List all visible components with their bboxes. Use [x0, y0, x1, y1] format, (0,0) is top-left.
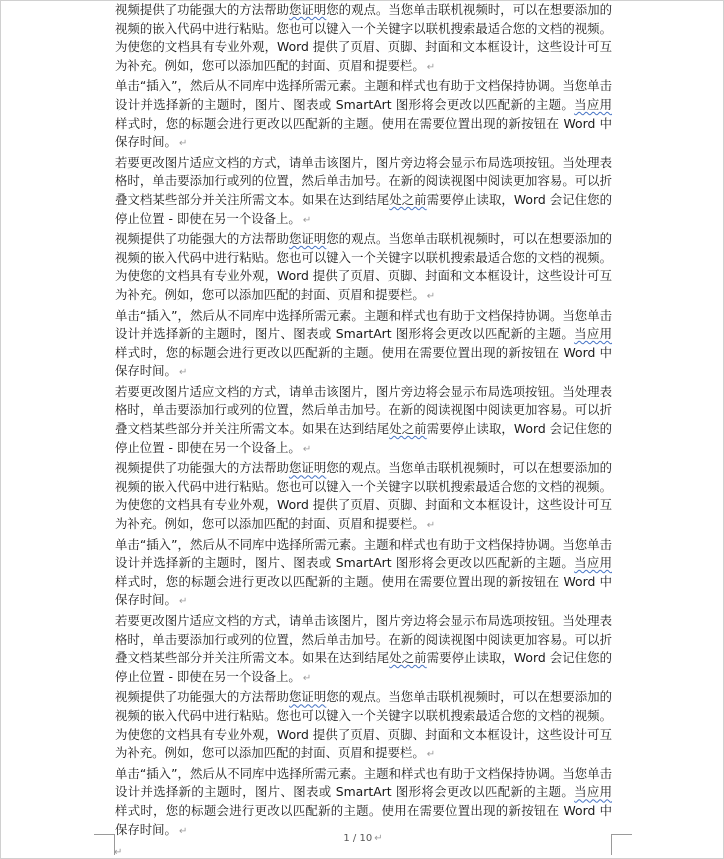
spellcheck-flagged-text: 您证明 [288, 460, 327, 476]
paragraph-text: 视频提供了功能强大的方法帮助 [115, 231, 289, 247]
body-paragraph [115, 688, 612, 764]
body-paragraph [115, 383, 612, 459]
paragraph-mark-icon: ↵ [374, 833, 383, 844]
paragraph-text: 您的观点。当您单击联机视频时，可以在想要添加的视频的嵌入代码中进行粘贴。您也可以键入一个关键字以联机搜索最适合您的文档的视频。为使您的文档具有专业外观，Word 提供了页眉、页脚、封面和文本框设计，这些设计可互为补充。例如，您可以添加匹配的封面、页眉和提要栏。 [115, 460, 613, 532]
paragraph-mark-icon: ↵ [426, 749, 436, 761]
paragraph-mark-icon: ↵ [178, 138, 188, 150]
paragraph-text: 视频提供了功能强大的方法帮助 [115, 460, 289, 476]
paragraph-mark-icon: ↵ [302, 672, 312, 684]
spellcheck-flagged-text: 当应用 [574, 326, 612, 342]
paragraph-text: 视频提供了功能强大的方法帮助 [115, 689, 289, 705]
body-paragraph [115, 1, 612, 77]
paragraph-text: 样式时，您的标题会进行更改以匹配新的主题。使用在需要位置出现的新按钮在 Word 中保存时间。 [115, 573, 612, 608]
paragraph-text: 您的观点。当您单击联机视频时，可以在想要添加的视频的嵌入代码中进行粘贴。您也可以键入一个关键字以联机搜索最适合您的文档的视频。为使您的文档具有专业外观，Word 提供了页眉、页脚、封面和文本框设计，这些设计可互为补充。例如，您可以添加匹配的封面、页眉和提要栏。 [115, 689, 613, 761]
paragraph-text: 需要停止读取，Word 会记住您的停止位置 - 即使在另一个设备上。 [115, 421, 613, 455]
body-paragraph [115, 612, 612, 688]
paragraph-text: 样式时，您的标题会进行更改以匹配新的主题。使用在需要位置出现的新按钮在 Word 中保存时间。 [115, 802, 612, 837]
paragraph-text: 若要更改图片适应文档的方式，请单击该图片，图片旁边将会显示布局选项按钮。当处理表格时，单击要添加行或列的位置，然后单击加号。在新的阅读视图中阅读更加容易。可以折叠文档某些部分并关注所需文本。如果在达到结尾 [115, 383, 612, 437]
document-body[interactable] [115, 1, 612, 841]
paragraph-mark-icon: ↵ [426, 520, 436, 532]
paragraph-text: 若要更改图片适应文档的方式，请单击该图片，图片旁边将会显示布局选项按钮。当处理表格时，单击要添加行或列的位置，然后单击加号。在新的阅读视图中阅读更加容易。可以折叠文档某些部分并关注所需文本。如果在达到结尾 [115, 613, 612, 666]
paragraph-mark-icon: ↵ [426, 61, 436, 73]
page-number: 1 / 10 ↵ [343, 833, 383, 844]
paragraph-text: 单击“插入”，然后从不同库中选择所需元素。主题和样式也有助于文档保持协调。当您单击设计并选择新的主题时，图片、图表或 SmartArt 图形将会更改以匹配新的主题。 [115, 536, 612, 571]
paragraph-mark-icon: ↵ [178, 825, 188, 837]
paragraph-text: 单击“插入”，然后从不同库中选择所需元素。主题和样式也有助于文档保持协调。当您单击设计并选择新的主题时，图片、图表或 SmartArt 图形将会更改以匹配新的主题。 [115, 307, 612, 342]
paragraph-text: 需要停止读取，Word 会记住您的停止位置 - 即使在另一个设备上。 [115, 191, 613, 226]
paragraph-mark-icon: ↵ [114, 847, 123, 858]
paragraph-text: 样式时，您的标题会进行更改以匹配新的主题。使用在需要位置出现的新按钮在 Word 中保存时间。 [115, 115, 612, 150]
body-paragraph [115, 230, 612, 306]
paragraph-text: 若要更改图片适应文档的方式，请单击该图片，图片旁边将会显示布局选项按钮。当处理表格时，单击要添加行或列的位置，然后单击加号。在新的阅读视图中阅读更加容易。可以折叠文档某些部分并关注所需文本。如果在达到结尾 [115, 154, 612, 207]
paragraph-text: 样式时，您的标题会进行更改以匹配新的主题。使用在需要位置出现的新按钮在 Word 中保存时间。 [115, 344, 612, 379]
paragraph-mark-icon: ↵ [426, 290, 436, 302]
paragraph-mark-icon: ↵ [302, 214, 312, 226]
paragraph-mark-icon: ↵ [302, 443, 312, 455]
paragraph-text: 需要停止读取，Word 会记住您的停止位置 - 即使在另一个设备上。 [115, 650, 613, 684]
body-paragraph [115, 536, 612, 612]
paragraph-mark-icon: ↵ [178, 367, 188, 379]
spellcheck-flagged-text: 处之前 [389, 650, 427, 666]
body-paragraph [115, 154, 612, 230]
body-paragraph [115, 459, 612, 535]
spellcheck-flagged-text: 当应用 [574, 96, 612, 112]
paragraph-text: 单击“插入”，然后从不同库中选择所需元素。主题和样式也有助于文档保持协调。当您单击设计并选择新的主题时，图片、图表或 SmartArt 图形将会更改以匹配新的主题。 [115, 78, 612, 112]
paragraph-text: 您的观点。当您单击联机视频时，可以在想要添加的视频的嵌入代码中进行粘贴。您也可以键入一个关键字以联机搜索最适合您的文档的视频。为使您的文档具有专业外观，Word 提供了页眉、页脚、封面和文本框设计，这些设计可互为补充。例如，您可以添加匹配的封面、页眉和提要栏。 [115, 231, 613, 302]
spellcheck-flagged-text: 您证明 [288, 231, 327, 247]
paragraph-text: 单击“插入”，然后从不同库中选择所需元素。主题和样式也有助于文档保持协调。当您单击设计并选择新的主题时，图片、图表或 SmartArt 图形将会更改以匹配新的主题。 [115, 765, 612, 800]
spellcheck-flagged-text: 当应用 [574, 555, 612, 571]
paragraph-text: 视频提供了功能强大的方法帮助 [115, 2, 289, 17]
spellcheck-flagged-text: 您证明 [288, 2, 327, 17]
paragraph-text: 您的观点。当您单击联机视频时，可以在想要添加的视频的嵌入代码中进行粘贴。您也可以键入一个关键字以联机搜索最适合您的文档的视频。为使您的文档具有专业外观，Word 提供了页眉、页脚、封面和文本框设计，这些设计可互为补充。例如，您可以添加匹配的封面、页眉和提要栏。 [115, 2, 613, 73]
body-paragraph [115, 77, 612, 153]
paragraph-mark-icon: ↵ [178, 596, 188, 608]
spellcheck-flagged-text: 处之前 [389, 191, 427, 207]
body-paragraph [115, 307, 612, 383]
spellcheck-flagged-text: 处之前 [389, 421, 427, 437]
spellcheck-flagged-text: 当应用 [574, 784, 612, 800]
page-footer [1, 827, 724, 859]
spellcheck-flagged-text: 您证明 [288, 689, 327, 705]
